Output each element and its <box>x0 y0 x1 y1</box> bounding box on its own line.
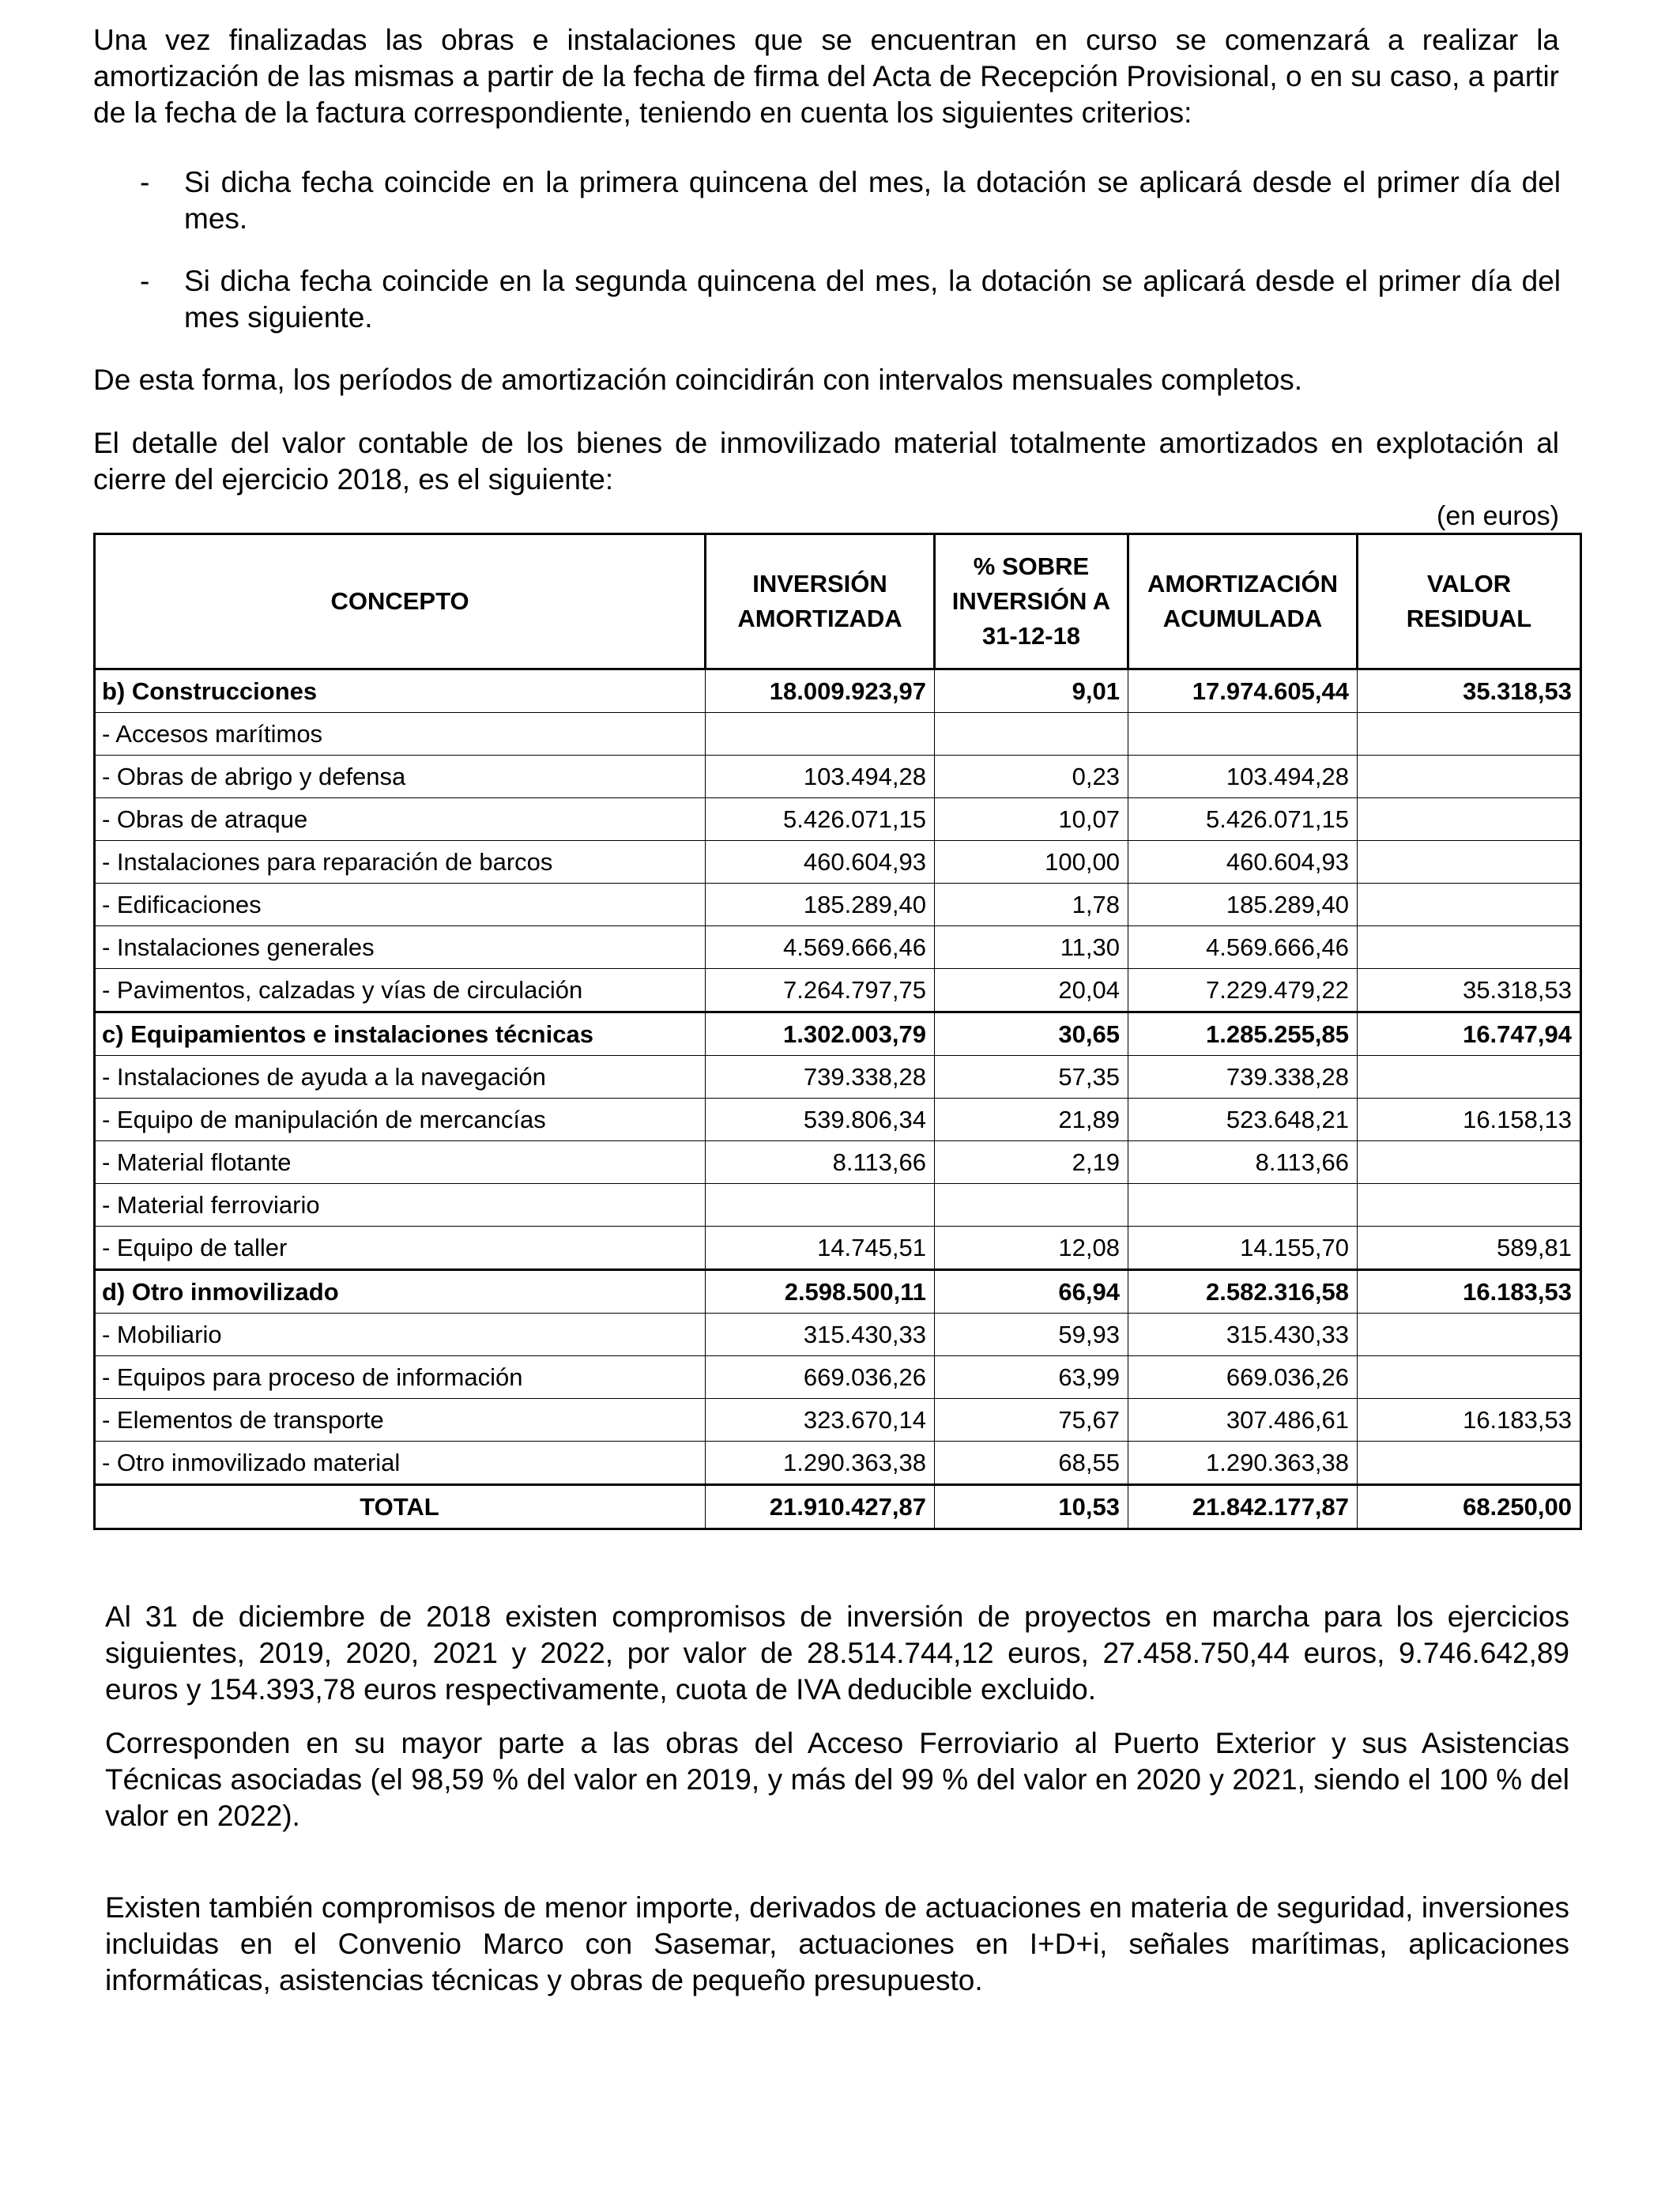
value-cell <box>935 713 1128 756</box>
value-cell: 669.036,26 <box>706 1356 935 1399</box>
value-cell: 739.338,28 <box>706 1056 935 1099</box>
table-row <box>95 798 1581 841</box>
value-cell <box>1358 841 1581 884</box>
value-cell: 315.430,33 <box>706 1314 935 1356</box>
concept-cell: b) Construcciones <box>95 669 706 713</box>
header-line: INVERSIÓN <box>752 570 887 598</box>
value-cell: 103.494,28 <box>706 756 935 798</box>
value-cell <box>706 1184 935 1227</box>
commitments-paragraph: Al 31 de diciembre de 2018 existen compromisos de inversión de proyectos en marcha para los ejercicios siguientes, 2019, 2020, 2021 y 2022, por valor de 28.514.744,12 euros, 27.458.750,44 euros, 9.746.642,89 euros y 154.393,78 euros respectivamente, cuota de IVA deducible excluido. <box>105 1600 1569 1706</box>
value-cell <box>1358 1356 1581 1399</box>
value-cell: 669.036,26 <box>1128 1356 1358 1399</box>
header-amortizacion <box>1128 534 1358 669</box>
value-cell: 21.910.427,87 <box>706 1485 935 1529</box>
value-cell: 75,67 <box>935 1399 1128 1442</box>
value-cell: 1,78 <box>935 884 1128 926</box>
header-porcentaje <box>935 534 1128 669</box>
value-cell: 323.670,14 <box>706 1399 935 1442</box>
value-cell: 2.582.316,58 <box>1128 1270 1358 1314</box>
bullet-text: Si dicha fecha coincide en la primera quincena del mes, la dotación se aplicará desde el primer día del mes. <box>184 166 1561 235</box>
value-cell <box>1128 713 1358 756</box>
value-cell: 11,30 <box>935 926 1128 969</box>
table-row <box>95 926 1581 969</box>
minor-commitments-paragraph: Existen también compromisos de menor importe, derivados de actuaciones en materia de seguridad, inversiones incluidas en el Convenio Marco con Sasemar, actuaciones en I+D+i, señales marítimas, aplicaciones informáticas, asistencias técnicas y obras de pequeño presupuesto. <box>105 1891 1569 1996</box>
value-cell: 315.430,33 <box>1128 1314 1358 1356</box>
value-cell: 9,01 <box>935 669 1128 713</box>
value-cell: 2,19 <box>935 1141 1128 1184</box>
concept-cell: - Pavimentos, calzadas y vías de circulación <box>95 969 706 1012</box>
header-line: VALOR <box>1426 570 1512 598</box>
table-group-row <box>95 1270 1581 1314</box>
value-cell: 68.250,00 <box>1358 1485 1581 1529</box>
bullet-dash: - <box>140 166 150 198</box>
value-cell: 1.285.255,85 <box>1128 1012 1358 1056</box>
table-row <box>95 969 1581 1012</box>
header-line: AMORTIZADA <box>737 605 902 632</box>
value-cell: 4.569.666,46 <box>706 926 935 969</box>
value-cell <box>1358 1314 1581 1356</box>
value-cell <box>1358 798 1581 841</box>
table-total-row <box>95 1485 1581 1529</box>
periods-paragraph: De esta forma, los períodos de amortización coincidirán con intervalos mensuales completos. <box>93 364 1303 396</box>
header-line: RESIDUAL <box>1406 605 1532 632</box>
value-cell: 523.648,21 <box>1128 1099 1358 1141</box>
value-cell: 4.569.666,46 <box>1128 926 1358 969</box>
header-line: 31-12-18 <box>981 622 1081 650</box>
value-cell: 185.289,40 <box>1128 884 1358 926</box>
value-cell: 100,00 <box>935 841 1128 884</box>
value-cell: 59,93 <box>935 1314 1128 1356</box>
table-header-row <box>95 534 1581 669</box>
table-row <box>95 1227 1581 1270</box>
value-cell: 17.974.605,44 <box>1128 669 1358 713</box>
value-cell: 185.289,40 <box>706 884 935 926</box>
value-cell: 20,04 <box>935 969 1128 1012</box>
value-cell: 35.318,53 <box>1358 669 1581 713</box>
value-cell: 5.426.071,15 <box>706 798 935 841</box>
concept-cell: c) Equipamientos e instalaciones técnicas <box>95 1012 706 1056</box>
value-cell <box>935 1184 1128 1227</box>
concept-cell: - Accesos marítimos <box>95 713 706 756</box>
value-cell: 14.155,70 <box>1128 1227 1358 1270</box>
value-cell: 16.183,53 <box>1358 1270 1581 1314</box>
value-cell: 12,08 <box>935 1227 1128 1270</box>
value-cell: 7.229.479,22 <box>1128 969 1358 1012</box>
table-row <box>95 884 1581 926</box>
value-cell <box>1358 926 1581 969</box>
concept-cell: - Elementos de transporte <box>95 1399 706 1442</box>
value-cell: 16.747,94 <box>1358 1012 1581 1056</box>
concept-cell: - Material ferroviario <box>95 1184 706 1227</box>
bullet-text: Si dicha fecha coincide en la segunda quincena del mes, la dotación se aplicará desde el primer día del mes siguiente. <box>184 265 1561 334</box>
header-line: INVERSIÓN A <box>951 587 1111 615</box>
concept-cell: d) Otro inmovilizado <box>95 1270 706 1314</box>
value-cell: 5.426.071,15 <box>1128 798 1358 841</box>
value-cell <box>1128 1184 1358 1227</box>
value-cell <box>1358 756 1581 798</box>
value-cell: 66,94 <box>935 1270 1128 1314</box>
value-cell: 10,53 <box>935 1485 1128 1529</box>
table-row <box>95 1099 1581 1141</box>
value-cell: 14.745,51 <box>706 1227 935 1270</box>
value-cell: 1.290.363,38 <box>706 1442 935 1485</box>
table-body <box>95 669 1581 1529</box>
value-cell: 460.604,93 <box>1128 841 1358 884</box>
value-cell: 1.302.003,79 <box>706 1012 935 1056</box>
value-cell: 1.290.363,38 <box>1128 1442 1358 1485</box>
header-concepto: CONCEPTO <box>95 534 706 669</box>
header-line: ACUMULADA <box>1162 605 1323 632</box>
concept-cell: - Equipo de taller <box>95 1227 706 1270</box>
table-row <box>95 1356 1581 1399</box>
value-cell: 539.806,34 <box>706 1099 935 1141</box>
value-cell: 589,81 <box>1358 1227 1581 1270</box>
table-row <box>95 1399 1581 1442</box>
value-cell: 0,23 <box>935 756 1128 798</box>
table-group-row <box>95 1012 1581 1056</box>
value-cell: 10,07 <box>935 798 1128 841</box>
table-row <box>95 756 1581 798</box>
value-cell: 30,65 <box>935 1012 1128 1056</box>
value-cell: 63,99 <box>935 1356 1128 1399</box>
value-cell: 21,89 <box>935 1099 1128 1141</box>
value-cell: 2.598.500,11 <box>706 1270 935 1314</box>
value-cell: 460.604,93 <box>706 841 935 884</box>
concept-cell: - Instalaciones para reparación de barcos <box>95 841 706 884</box>
value-cell: 21.842.177,87 <box>1128 1485 1358 1529</box>
concept-cell: - Obras de atraque <box>95 798 706 841</box>
table-row <box>95 1056 1581 1099</box>
table-row <box>95 841 1581 884</box>
concept-cell: - Instalaciones generales <box>95 926 706 969</box>
value-cell <box>1358 884 1581 926</box>
concept-cell: - Equipos para proceso de información <box>95 1356 706 1399</box>
table-row <box>95 1141 1581 1184</box>
table-group-row <box>95 669 1581 713</box>
value-cell: 8.113,66 <box>1128 1141 1358 1184</box>
table-unit-label: (en euros) <box>1437 501 1559 531</box>
table-row <box>95 713 1581 756</box>
value-cell: 57,35 <box>935 1056 1128 1099</box>
table-row <box>95 1314 1581 1356</box>
value-cell <box>1358 1184 1581 1227</box>
intro-paragraph: Una vez finalizadas las obras e instalaciones que se encuentran en curso se comenzará a realizar la amortización de las mismas a partir de la fecha de firma del Acta de Recepción Provisional, o en su caso, a partir de la fecha de la factura correspondiente, teniendo en cuenta los siguientes criterios: <box>93 24 1559 129</box>
concept-cell: TOTAL <box>95 1485 706 1529</box>
value-cell: 35.318,53 <box>1358 969 1581 1012</box>
header-line: % SOBRE <box>973 552 1090 580</box>
value-cell <box>1358 1442 1581 1485</box>
value-cell: 7.264.797,75 <box>706 969 935 1012</box>
concept-cell: - Otro inmovilizado material <box>95 1442 706 1485</box>
header-residual <box>1358 534 1581 669</box>
bullet-dash: - <box>140 265 150 297</box>
value-cell: 16.158,13 <box>1358 1099 1581 1141</box>
value-cell <box>1358 1056 1581 1099</box>
table-row <box>95 1442 1581 1485</box>
value-cell: 18.009.923,97 <box>706 669 935 713</box>
value-cell <box>706 713 935 756</box>
concept-cell: - Equipo de manipulación de mercancías <box>95 1099 706 1141</box>
value-cell <box>1358 713 1581 756</box>
detail-paragraph: El detalle del valor contable de los bienes de inmovilizado material totalmente amortizados en explotación al cierre del ejercicio 2018, es el siguiente: <box>93 427 1559 496</box>
concept-cell: - Material flotante <box>95 1141 706 1184</box>
header-line: AMORTIZACIÓN <box>1147 570 1339 598</box>
value-cell <box>1358 1141 1581 1184</box>
value-cell: 68,55 <box>935 1442 1128 1485</box>
concept-cell: - Obras de abrigo y defensa <box>95 756 706 798</box>
value-cell: 103.494,28 <box>1128 756 1358 798</box>
value-cell: 8.113,66 <box>706 1141 935 1184</box>
header-inversion <box>706 534 935 669</box>
concept-cell: - Instalaciones de ayuda a la navegación <box>95 1056 706 1099</box>
value-cell: 307.486,61 <box>1128 1399 1358 1442</box>
majority-paragraph: Corresponden en su mayor parte a las obras del Acceso Ferroviario al Puerto Exterior y sus Asistencias Técnicas asociadas (el 98,59 % del valor en 2019, y más del 99 % del valor en 2020 y 2021, siendo el 100 % del valor en 2022). <box>105 1727 1569 1832</box>
table-row <box>95 1184 1581 1227</box>
concept-cell: - Edificaciones <box>95 884 706 926</box>
concept-cell: - Mobiliario <box>95 1314 706 1356</box>
value-cell: 739.338,28 <box>1128 1056 1358 1099</box>
amortized-assets-table <box>93 533 1582 1530</box>
value-cell: 16.183,53 <box>1358 1399 1581 1442</box>
